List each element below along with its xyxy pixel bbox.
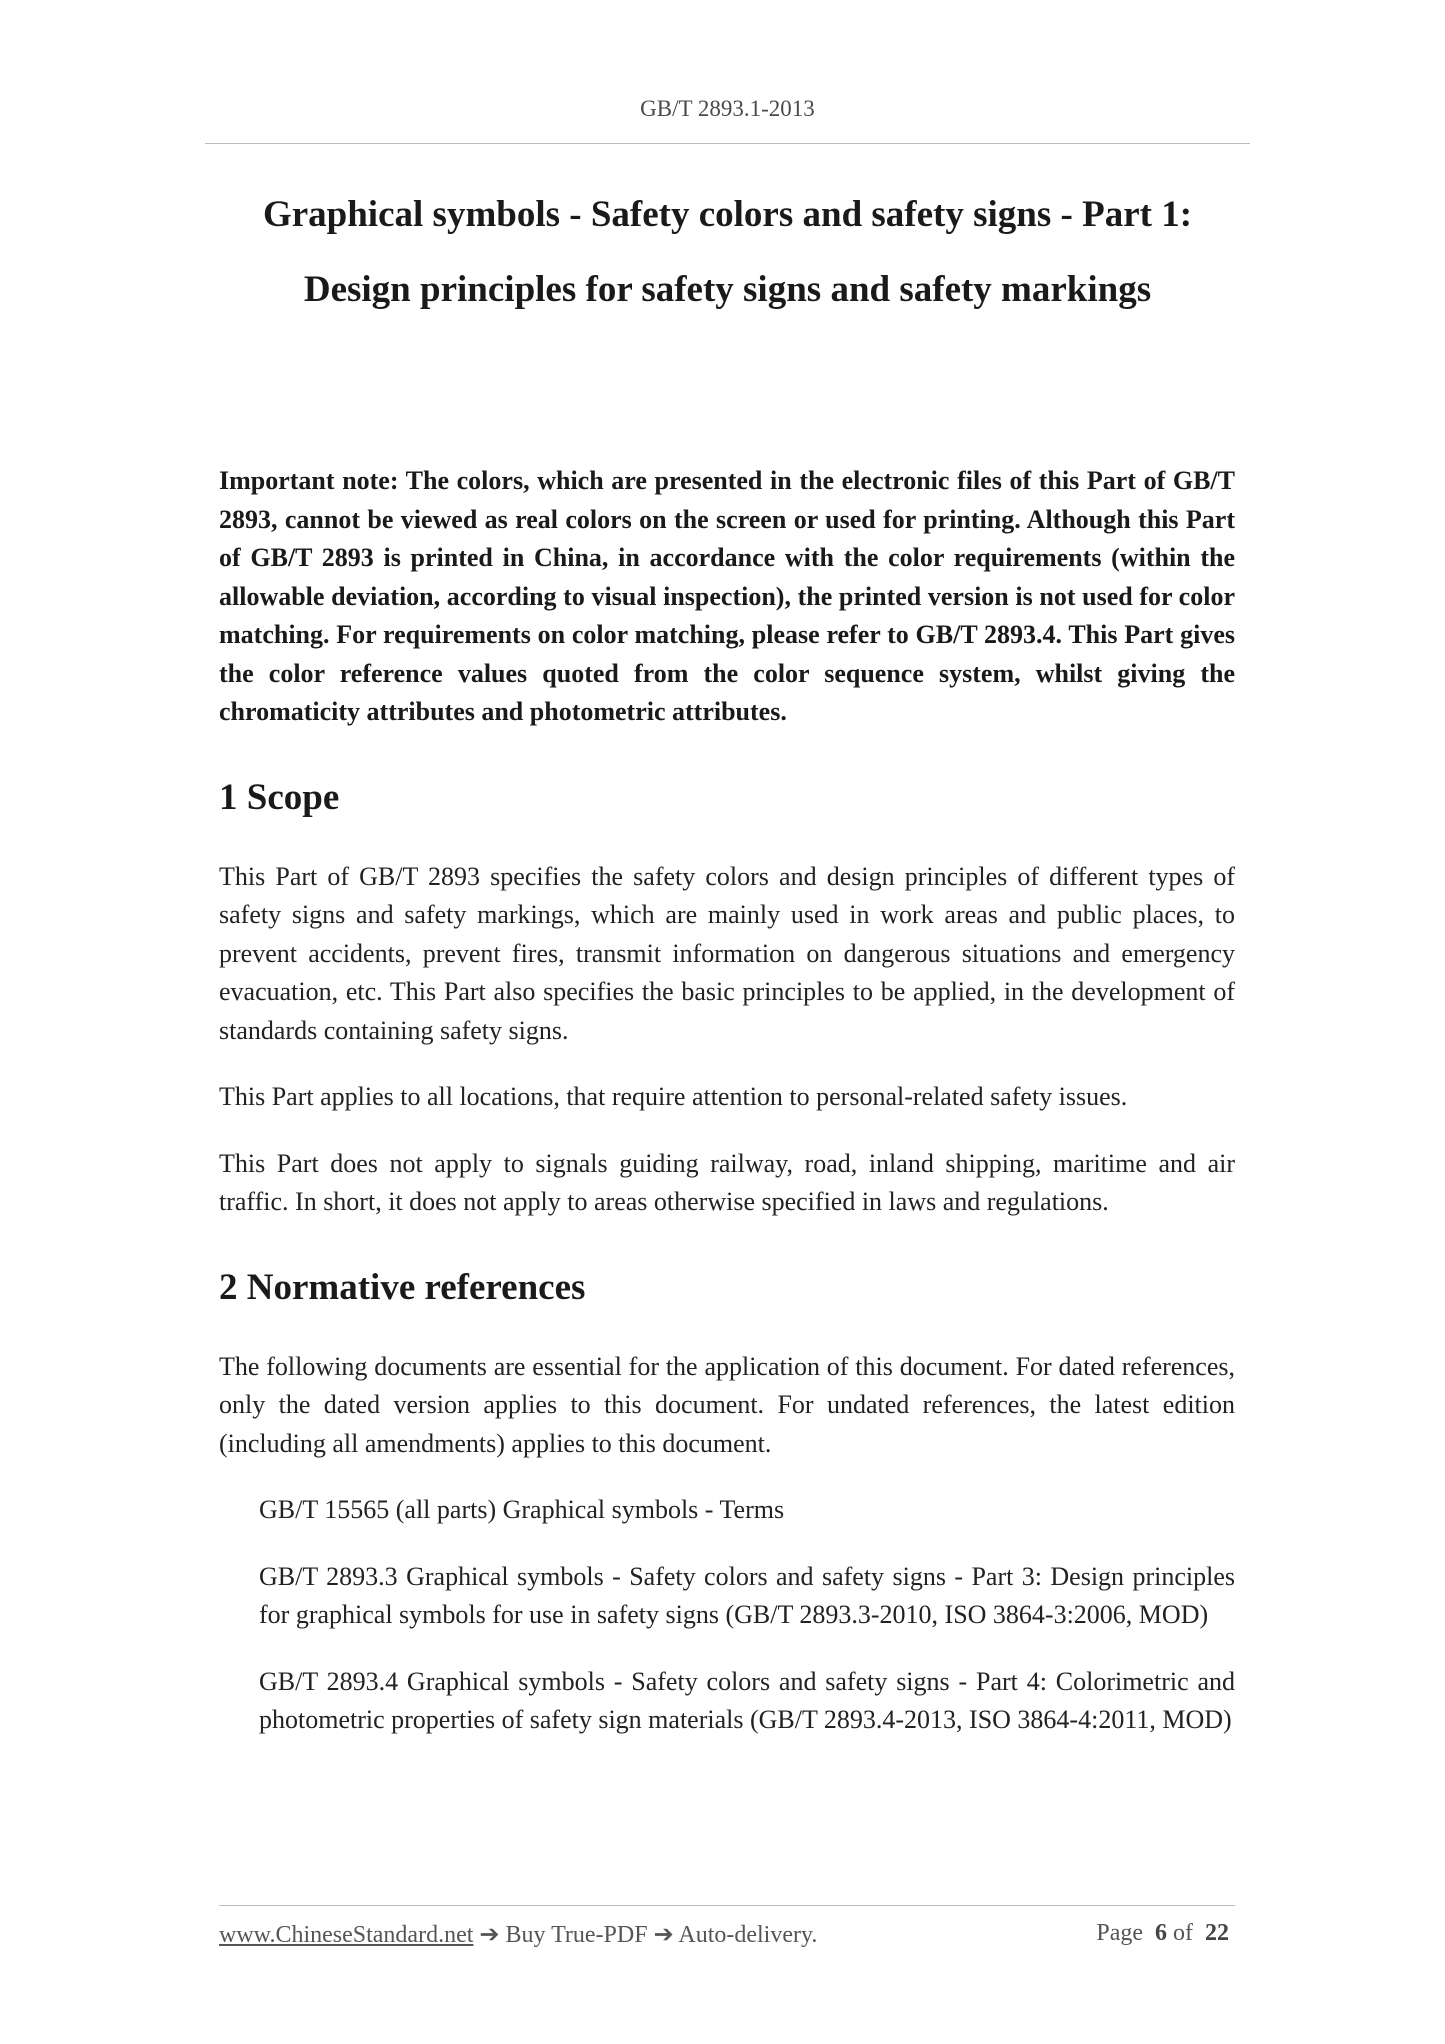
page-of-label: of	[1173, 1920, 1193, 1946]
scope-paragraph: This Part applies to all locations, that require attention to personal-related safety issues.	[219, 1082, 1128, 1111]
page-indicator	[1096, 1920, 1235, 1947]
page-footer	[219, 1920, 1235, 1949]
auto-delivery-text: Auto-delivery.	[678, 1922, 818, 1948]
document-title-line-2: Design principles for safety signs and safety markings	[303, 269, 1152, 310]
buy-true-pdf-text: Buy True-PDF	[505, 1922, 648, 1948]
normative-intro: The following documents are essential for the application of this document. For dated references, only the dated version applies to this document. For undated references, the latest edition (including all amendments) applies to this document.	[219, 1351, 1235, 1458]
website-link[interactable]: www.ChineseStandard.net	[219, 1922, 474, 1948]
header-divider	[205, 143, 1250, 144]
running-header: GB/T 2893.1-2013	[640, 96, 815, 121]
reference-item: GB/T 2893.3 Graphical symbols - Safety colors and safety signs - Part 3: Design principles for graphical symbols for use in safety signs (GB/T 2893.3-2010, ISO 3864-3:2006, MOD)	[259, 1561, 1235, 1629]
scope-paragraph: This Part does not apply to signals guiding railway, road, inland shipping, maritime and air traffic. In short, it does not apply to areas otherwise specified in laws and regulations.	[219, 1148, 1235, 1216]
footer-divider	[219, 1905, 1235, 1906]
arrow-right-icon: ➔	[479, 1922, 500, 1948]
page-label: Page	[1096, 1920, 1143, 1946]
important-note: Important note: The colors, which are presented in the electronic files of this Part of GB/T 2893, cannot be viewed as real colors on the screen or used for printing. Although this Part of GB/T 2893 is printed in China, in accordance with the color requirements (within the allowable deviation, according to visual inspection), the printed version is not used for color matching. For requirements on color matching, please refer to GB/T 2893.4. This Part gives the color reference values quoted from the color sequence system, whilst giving the chromaticity attributes and photometric attributes.	[219, 466, 1235, 726]
page-content	[219, 462, 1235, 1740]
page-current: 6	[1155, 1920, 1167, 1946]
scope-paragraph: This Part of GB/T 2893 specifies the safety colors and design principles of different types of safety signs and safety markings, which are mainly used in work areas and public places, to prevent accidents, prevent fires, transmit information on dangerous situations and emergency evacuation, etc. This Part also specifies the basic principles to be applied, in the development of standards containing safety signs.	[219, 861, 1235, 1045]
reference-item: GB/T 15565 (all parts) Graphical symbols - Terms	[259, 1495, 785, 1524]
section-heading-normative-references: 2 Normative references	[219, 1266, 586, 1308]
reference-item: GB/T 2893.4 Graphical symbols - Safety colors and safety signs - Part 4: Colorimetric and photometric properties of safety sign materials (GB/T 2893.4-2013, ISO 3864-4:2011, MOD)	[259, 1666, 1235, 1734]
section-heading-scope: 1 Scope	[219, 776, 340, 818]
document-title-line-1: Graphical symbols - Safety colors and safety signs - Part 1:	[262, 194, 1193, 235]
arrow-right-icon: ➔	[653, 1922, 674, 1948]
page-total: 22	[1205, 1920, 1229, 1946]
